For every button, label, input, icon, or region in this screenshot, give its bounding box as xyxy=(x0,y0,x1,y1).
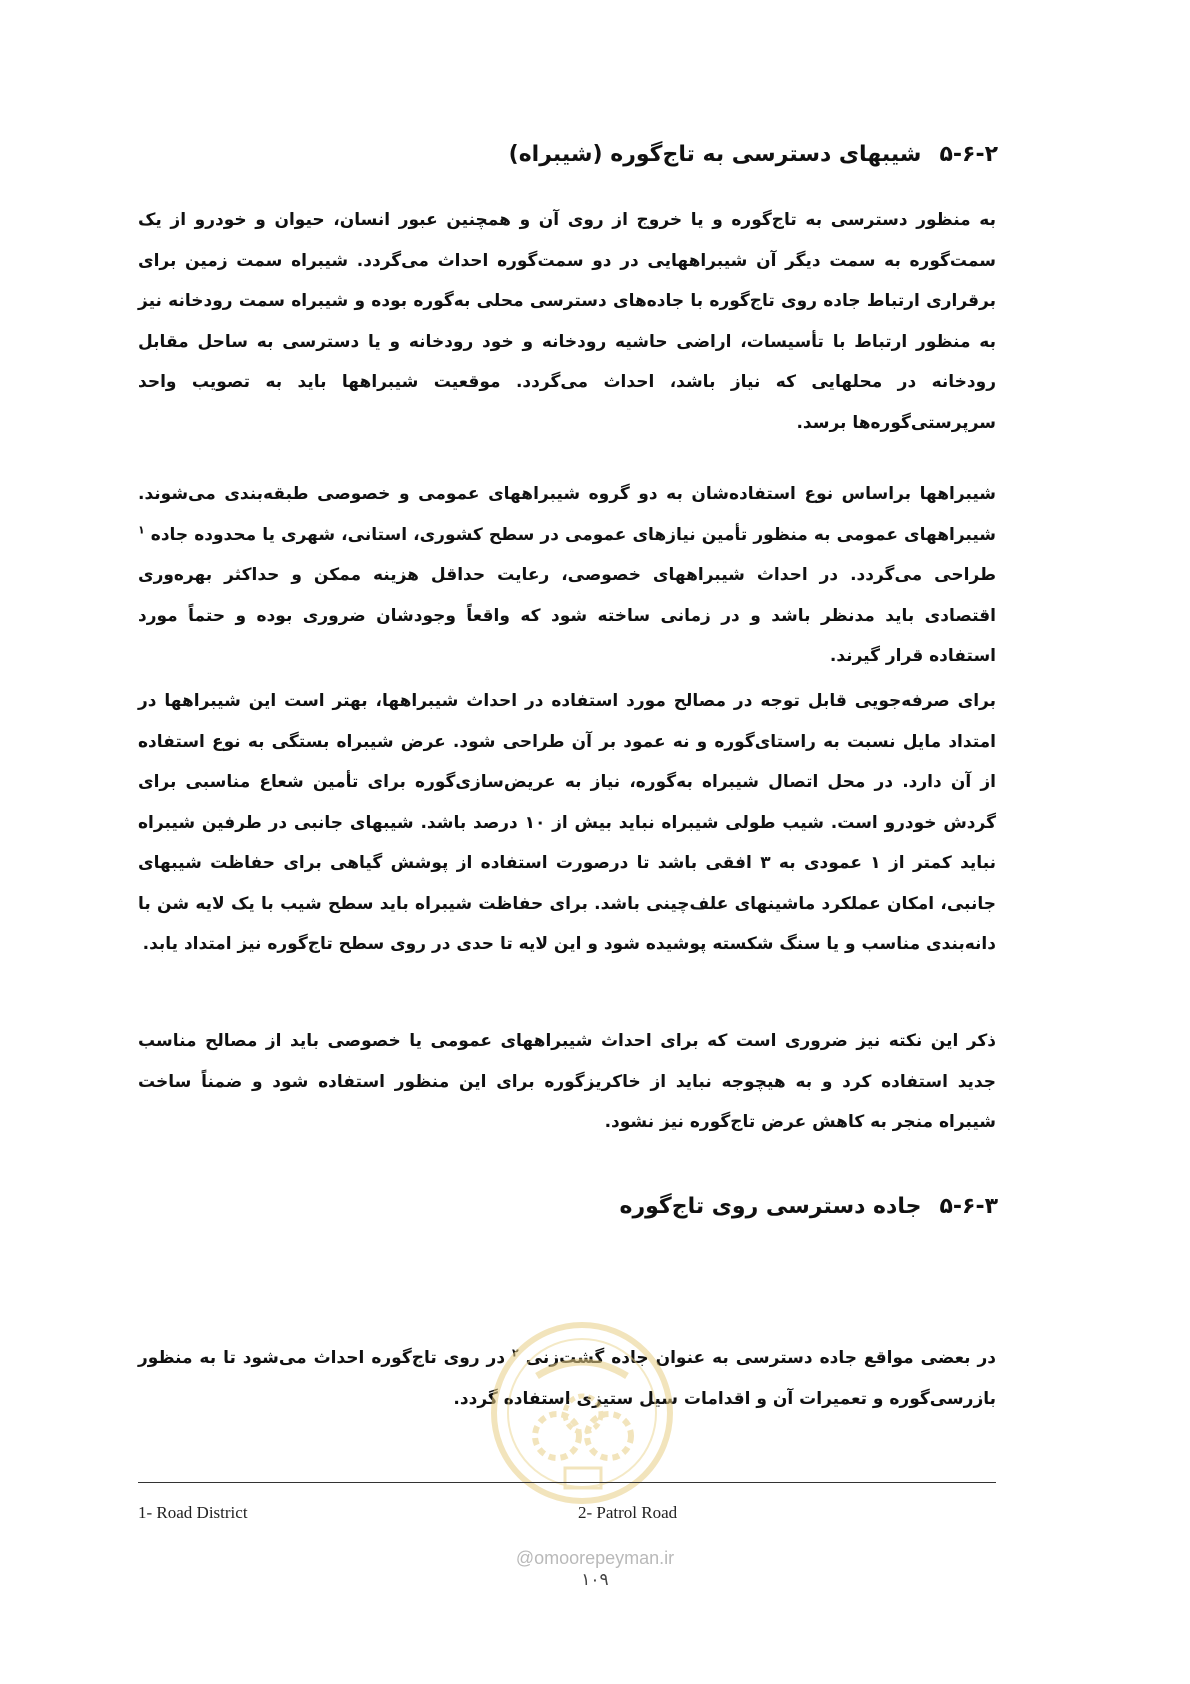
paragraph-3: برای صرفه‌جویی قابل توجه در مصالح مورد استفاده در احداث شیبراهها، بهتر است این شیبراهها در امتداد مایل نسبت به راستای‌گوره و نه عمود بر آن طراحی شود. عرض شیبراه بستگی به نوع استفاده از آن دارد. در محل اتصال شیبراه به‌گوره، نیاز به عریض‌سازی‌گوره برای تأمین شعاع مناسبی برای گردش خودرو است. شیب طولی شیبراه نباید بیش از ۱۰ درصد باشد. شیبهای جانبی در طرفین شیبراه نباید کمتر از ۱ عمودی به ۳ افقی باشد تا درصورت استفاده از پوشش گیاهی برای حفاظت شیبهای جانبی، امکان عملکرد ماشینهای علف‌چینی باشد. برای حفاظت شیبراه باید سطح شیب با یک لایه شن با دانه‌بندی مناسب و یا سنگ شکسته پوشیده شود و این لایه تا حدی در روی سطح تاج‌گوره نیز امتداد یابد. xyxy=(138,691,997,954)
paragraph-4: ذکر این نکته نیز ضروری است که برای احداث شیبراههای عمومی یا خصوصی باید از مصالح مناسب جدید استفاده کرد و به هیچوجه نباید از خاکریز‌گوره برای این منظور استفاده شود و ضمناً ساخت شیبراه منجر به کاهش عرض تاج‌گوره نیز نشود. xyxy=(138,1031,996,1132)
paragraph-5-text-a: در بعضی مواقع جاده دسترسی به عنوان جاده گشت‌زنی xyxy=(525,1348,997,1368)
page-number: ۱۰۹ xyxy=(581,1570,609,1590)
footnote-1: 1- Road District xyxy=(138,1503,248,1522)
paragraph-5-text-b: در روی تاج‌گوره احداث می‌شود تا به منظور بازرسی‌گوره و تعمیرات آن و اقدامات سیل ستیزی استفاده گردد. xyxy=(138,1348,996,1409)
paragraph-1: به منظور دسترسی به تاج‌گوره و یا خروج از روی آن و همچنین عبور انسان، حیوان و خودرو از یک سمت‌گوره به سمت دیگر آن شیبراههایی در دو سمت‌گوره احداث می‌گردد. شیبراه سمت زمین برای برقراری ارتباط جاده روی تاج‌گوره با جاده‌های دسترسی محلی به‌گوره بوده و شیبراه سمت رودخانه نیز به منظور ارتباط با تأسیسات، اراضی حاشیه رودخانه و خود رودخانه و یا دسترسی به ساحل مقابل رودخانه در محلهایی که نیاز باشد، احداث می‌گردد. موقعیت شیبراهها باید به تصویب واحد سرپرستی‌گوره‌ها برسد. xyxy=(138,210,996,433)
paragraph-2-text-b: طراحی می‌گردد. در احداث شیبراههای خصوصی، رعایت حداقل هزینه ممکن و حداکثر بهره‌وری اقتصادی باید مدنظر باشد و در زمانی ساخته شود که واقعاً وجودشان ضروری بوده و حتماً مورد استفاده قرار گیرند. xyxy=(138,565,996,666)
section-title: شیبهای دسترسی به تاج‌گوره (شیبراه) xyxy=(508,142,922,167)
footnote-ref-2: ۲ xyxy=(512,1346,519,1360)
footnote-ref-1: ۱ xyxy=(138,522,145,536)
watermark-site: @omoorepeyman.ir xyxy=(515,1548,675,1568)
section-number: ۵-۶-۲ xyxy=(939,142,998,167)
section-heading-5-6-3 xyxy=(198,1194,998,1219)
footnote-divider xyxy=(138,1482,996,1483)
paragraph-2-text-a: شیبراهها براساس نوع استفاده‌شان به دو گروه شیبراههای عمومی و خصوصی طبقه‌بندی می‌شوند. شیبراههای عمومی به منظور تأمین نیازهای عمومی در سطح کشوری، استانی، شهری یا محدوده جاده xyxy=(138,484,996,545)
section-heading-5-6-2 xyxy=(198,142,998,167)
section-number: ۵-۶-۳ xyxy=(939,1194,998,1219)
footnote-2: 2- Patrol Road xyxy=(578,1503,678,1522)
paragraph-2 xyxy=(138,474,996,677)
section-title: جاده دسترسی روی تاج‌گوره xyxy=(619,1194,922,1219)
paragraph-5 xyxy=(138,1338,996,1419)
